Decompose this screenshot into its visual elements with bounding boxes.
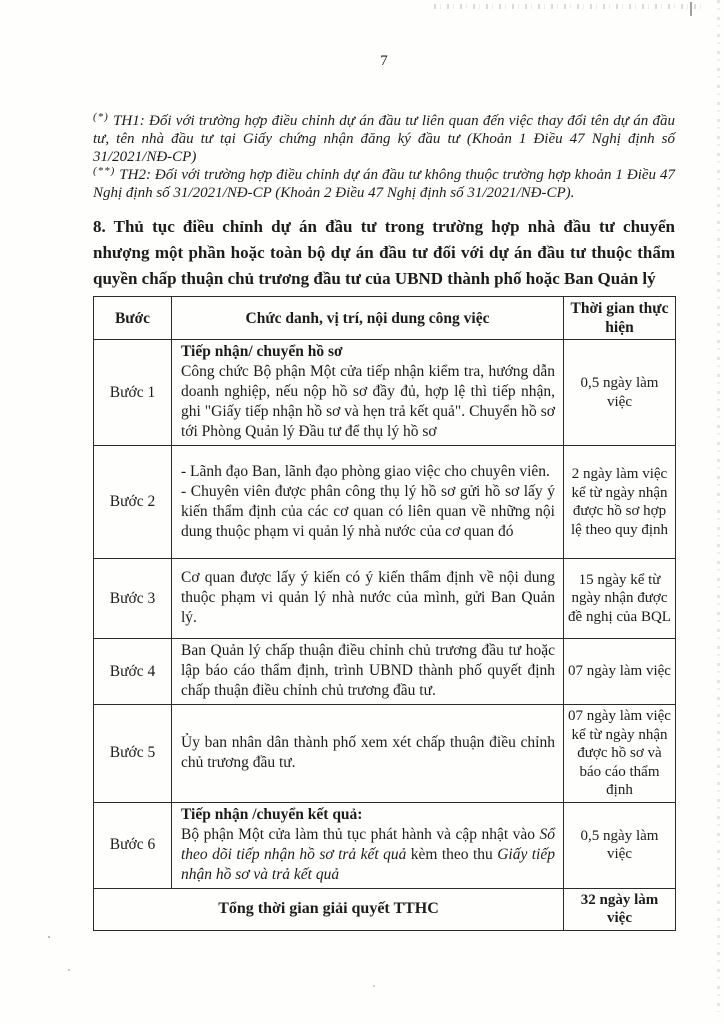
step-label: Bước 4 bbox=[94, 639, 172, 705]
procedure-table bbox=[93, 296, 676, 931]
footnote-marker-th1: (*) bbox=[93, 111, 109, 123]
task-description bbox=[181, 825, 555, 885]
col-header-step: Bước bbox=[94, 297, 172, 340]
step-label: Bước 1 bbox=[94, 340, 172, 446]
step-duration: 15 ngày kể từ ngày nhận được đề nghị của BQL bbox=[564, 559, 676, 639]
scan-artifact-right-edge bbox=[717, 0, 720, 1012]
step-content bbox=[172, 340, 564, 446]
footnotes-block bbox=[93, 112, 675, 202]
table-row-step-2 bbox=[94, 446, 676, 559]
task-text-run-italic: Giấy tiếp nhận hồ sơ và trả kết quả bbox=[181, 845, 555, 883]
col-header-content: Chức danh, vị trí, nội dung công việc bbox=[172, 297, 564, 340]
task-description: Cơ quan được lấy ý kiến có ý kiến thẩm định về nội dung thuộc phạm vi quản lý nhà nước của mình, gửi Ban Quản lý. bbox=[181, 569, 555, 626]
section-heading: 8. Thủ tục điều chỉnh dự án đầu tư trong trường hợp nhà đầu tư chuyển nhượng một phần hoặc toàn bộ dự án đầu tư đối với dự án đầu tư thuộc thẩm quyền chấp thuận chủ trương đầu tư của UBND thành phố hoặc Ban Quản lý bbox=[93, 217, 675, 288]
scan-artifact-specks bbox=[48, 936, 50, 938]
task-description: Công chức Bộ phận Một cửa tiếp nhận kiểm tra, hướng dẫn doanh nghiệp, nếu nộp hồ sơ đầy đủ, hợp lệ thì tiếp nhận, ghi "Giấy tiếp nhận hồ sơ và hẹn trả kết quả". Chuyển hồ sơ tới Phòng Quản lý Đầu tư để thụ lý hồ sơ bbox=[181, 363, 555, 440]
footnote-th2 bbox=[93, 166, 675, 202]
page-number: 7 bbox=[380, 53, 388, 69]
footnote-th1 bbox=[93, 112, 675, 166]
table-header-row bbox=[94, 297, 676, 340]
step-label: Bước 3 bbox=[94, 559, 172, 639]
task-title: Tiếp nhận /chuyển kết quả: bbox=[181, 805, 363, 823]
step-label: Bước 6 bbox=[94, 802, 172, 888]
step-duration: 07 ngày làm việc kể từ ngày nhận được hồ sơ và báo cáo thẩm định bbox=[564, 705, 676, 803]
table-row-step-6 bbox=[94, 802, 676, 888]
task-text-run: Bộ phận Một cửa làm thủ tục phát hành và cập nhật vào bbox=[181, 825, 540, 843]
table-row-step-1 bbox=[94, 340, 676, 446]
step-duration: 07 ngày làm việc bbox=[564, 639, 676, 705]
total-duration-value: 32 ngày làm việc bbox=[564, 888, 676, 930]
table-total-row bbox=[94, 888, 676, 930]
step-content bbox=[172, 559, 564, 639]
col-header-time: Thời gian thực hiện bbox=[564, 297, 676, 340]
total-duration-label: Tổng thời gian giải quyết TTHC bbox=[94, 888, 564, 930]
task-description: - Chuyên viên được phân công thụ lý hồ sơ gửi hồ sơ lấy ý kiến thẩm định của các cơ quan có liên quan về những nội dung thuộc phạm vi quản lý nhà nước của cơ quan đó bbox=[181, 482, 555, 540]
table-row-step-5 bbox=[94, 705, 676, 803]
task-description: - Lãnh đạo Ban, lãnh đạo phòng giao việc cho chuyên viên. bbox=[181, 462, 550, 480]
scan-artifact-tick bbox=[690, 2, 692, 16]
task-text-run: kèm theo thu bbox=[406, 845, 498, 863]
step-content bbox=[172, 639, 564, 705]
step-content bbox=[172, 802, 564, 888]
step-label: Bước 5 bbox=[94, 705, 172, 803]
step-content bbox=[172, 446, 564, 559]
footnote-text-th1: TH1: Đối với trường hợp điều chỉnh dự án đầu tư liên quan đến việc thay đổi tên dự án đầu tư, tên nhà đầu tư tại Giấy chứng nhận đăng ký đầu tư (Khoản 1 Điều 47 Nghị định số 31/2021/NĐ-CP) bbox=[93, 113, 675, 165]
step-duration: 0,5 ngày làm việc bbox=[564, 340, 676, 446]
step-duration: 2 ngày làm việc kể từ ngày nhận được hồ sơ hợp lệ theo quy định bbox=[564, 446, 676, 559]
table-row-step-3 bbox=[94, 559, 676, 639]
task-title: Tiếp nhận/ chuyển hồ sơ bbox=[181, 343, 343, 360]
footnote-text-th2: TH2: Đối với trường hợp điều chỉnh dự án đầu tư không thuộc trường hợp khoản 1 Điều 47 Nghị định số 31/2021/NĐ-CP (Khoản 2 Điều 47 Nghị định số 31/2021/NĐ-CP). bbox=[93, 167, 676, 201]
step-content bbox=[172, 705, 564, 803]
task-description: Ban Quản lý chấp thuận điều chỉnh chủ trương đầu tư hoặc lập báo cáo thẩm định, trình UBND thành phố quyết định chấp thuận điều chỉnh chủ trương đầu tư. bbox=[181, 642, 555, 699]
scan-artifact-top bbox=[434, 4, 702, 9]
step-label: Bước 2 bbox=[94, 446, 172, 559]
task-text-run-italic: Sổ theo dõi tiếp nhận hồ sơ trả kết quả bbox=[181, 825, 555, 863]
task-description: Ủy ban nhân dân thành phố xem xét chấp thuận điều chỉnh chủ trương đầu tư. bbox=[181, 733, 555, 771]
table-row-step-4 bbox=[94, 639, 676, 705]
footnote-marker-th2: (**) bbox=[93, 165, 116, 177]
step-duration: 0,5 ngày làm việc bbox=[564, 802, 676, 888]
